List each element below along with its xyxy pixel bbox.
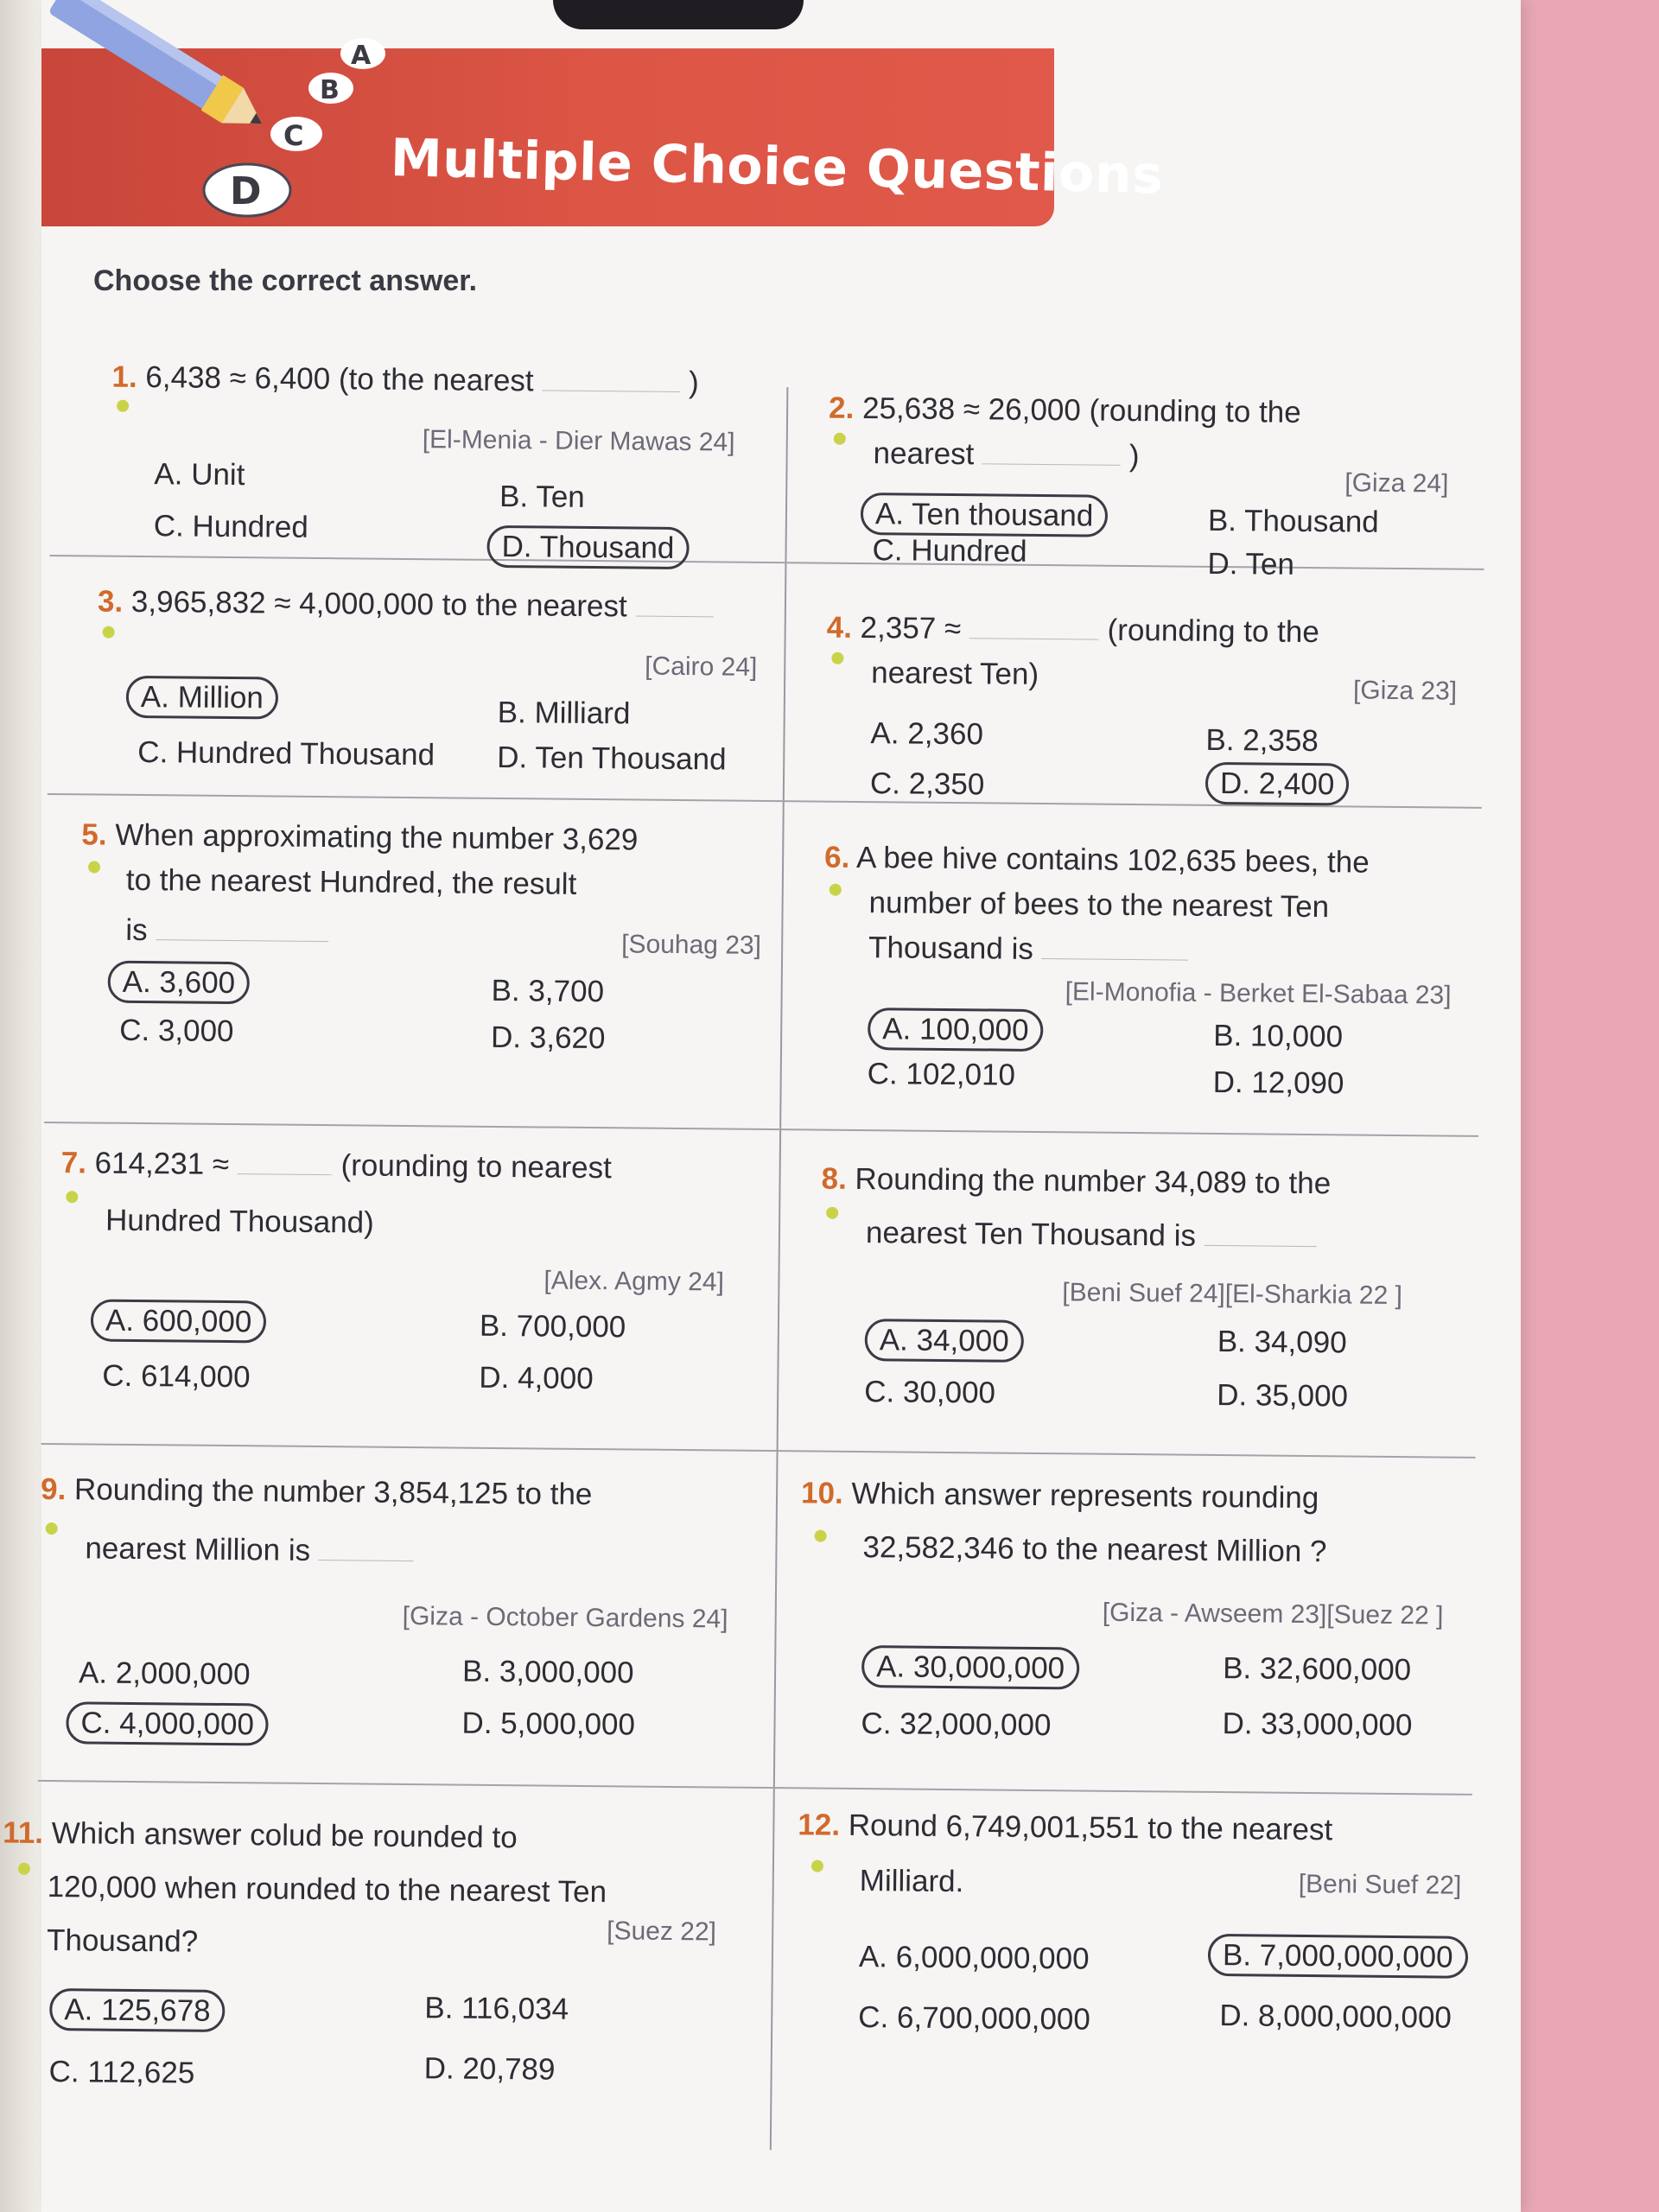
option-c[interactable]: C. Hundred: [872, 533, 1027, 569]
question-number: 4.: [826, 610, 853, 645]
question-source: [Alex. Agmy 24]: [543, 1266, 725, 1297]
option-a[interactable]: [873, 497, 1109, 534]
instruction-text: Choose the correct answer.: [93, 264, 478, 297]
circled-answer: C. 4,000,000: [66, 1701, 269, 1745]
question-text-line2: 120,000 when rounded to the nearest Ten: [47, 1870, 607, 1910]
question-6: [823, 836, 1464, 976]
question-12: [797, 1802, 1454, 1919]
bullet-icon: [834, 433, 846, 445]
question-source: [Suez 22]: [607, 1916, 717, 1947]
question-source: [Giza - October Gardens 24]: [402, 1601, 728, 1634]
bullet-icon: [826, 1207, 838, 1219]
bullet-icon: [18, 1863, 30, 1875]
question-text-line2: Hundred Thousand): [105, 1203, 374, 1240]
circled-answer: A. 600,000: [91, 1299, 267, 1343]
question-number: 6.: [823, 840, 850, 874]
question-text: 25,638 ≈ 26,000 (rounding to the: [861, 391, 1301, 429]
question-text-right: (rounding to nearest: [340, 1148, 613, 1185]
question-text-line2: nearest Ten Thousand is: [865, 1216, 1197, 1253]
question-source: [Beni Suef 24][El-Sharkia 22 ]: [1062, 1278, 1403, 1311]
option-a[interactable]: [61, 1993, 226, 2029]
question-source: [Giza 23]: [1352, 676, 1458, 706]
answer-blank: [1041, 932, 1188, 961]
circled-answer: A. 125,678: [49, 1988, 226, 2032]
circled-answer: A. 3,600: [108, 961, 251, 1005]
question-text: When approximating the number 3,629: [115, 817, 639, 857]
bullet-icon: [46, 1522, 58, 1535]
question-source: [El-Monofia - Berket El-Sabaa 23]: [1065, 977, 1452, 1010]
circled-answer: A. 30,000,000: [861, 1645, 1079, 1689]
answer-blank: [156, 913, 328, 942]
option-c[interactable]: C. 614,000: [102, 1358, 251, 1395]
question-number: 9.: [40, 1471, 67, 1507]
option-d[interactable]: D. Ten: [1207, 546, 1295, 582]
option-b[interactable]: B. 3,000,000: [461, 1654, 634, 1690]
question-text: 6,438 ≈ 6,400 (to the nearest: [145, 360, 534, 398]
question-number: 1.: [111, 359, 137, 394]
question-text-line2: nearest: [873, 436, 975, 472]
option-b[interactable]: B. 116,034: [424, 1991, 569, 2026]
circled-answer: A. Million: [126, 676, 278, 720]
question-source: [Souhag 23]: [621, 930, 762, 960]
bullet-icon: [103, 626, 115, 639]
phone-edge: [553, 0, 804, 29]
option-b[interactable]: B. 700,000: [479, 1308, 626, 1344]
option-a[interactable]: [103, 1304, 267, 1340]
answer-blank: [982, 437, 1121, 466]
row-divider: [44, 1122, 1478, 1137]
question-text: Rounding the number 34,089 to the: [855, 1161, 1332, 1201]
option-a[interactable]: A. 2,360: [870, 716, 984, 752]
letter-d: D: [230, 169, 262, 213]
question-text: Rounding the number 3,854,125 to the: [73, 1472, 593, 1512]
option-b[interactable]: B. 34,090: [1217, 1325, 1347, 1360]
question-text-end: ): [688, 365, 699, 400]
row-divider: [41, 1443, 1476, 1459]
option-c[interactable]: C. Hundred: [153, 509, 308, 544]
question-text-line2: number of bees to the nearest Ten: [868, 886, 1330, 925]
row-divider: [38, 1780, 1472, 1796]
question-text-line3: is: [125, 912, 148, 948]
question-text: Round 6,749,001,551 to the nearest: [848, 1808, 1333, 1847]
option-a[interactable]: [874, 1649, 1079, 1686]
answer-blank: [635, 589, 713, 617]
question-text: 614,231 ≈: [94, 1146, 230, 1182]
option-b[interactable]: B. Milliard: [497, 695, 631, 731]
option-b[interactable]: B. Thousand: [1207, 503, 1379, 539]
question-number: 8.: [821, 1161, 847, 1196]
option-d[interactable]: D. 20,789: [423, 2051, 556, 2087]
circled-answer: A. 34,000: [865, 1319, 1024, 1363]
bullet-icon: [811, 1860, 823, 1872]
question-text: 2,357 ≈: [860, 610, 962, 646]
question-number: 5.: [81, 817, 107, 852]
pencil-abcd-icon: [41, 0, 404, 233]
question-text: 3,965,832 ≈ 4,000,000 to the nearest: [130, 584, 627, 624]
question-3: [98, 580, 772, 631]
question-10: [800, 1471, 1458, 1584]
option-d[interactable]: D. 8,000,000,000: [1219, 1999, 1452, 2035]
option-b[interactable]: [1220, 1938, 1468, 1975]
option-c[interactable]: [78, 1706, 269, 1742]
question-text-line2: nearest Ten): [871, 656, 1039, 691]
option-c[interactable]: C. 30,000: [864, 1375, 996, 1410]
circled-answer: A. 100,000: [868, 1007, 1044, 1052]
option-c[interactable]: C. 32,000,000: [861, 1707, 1052, 1743]
question-9: [40, 1467, 766, 1592]
answer-blank: [969, 612, 1099, 639]
option-a[interactable]: [120, 965, 251, 1001]
letter-a: A: [351, 41, 372, 71]
answer-blank: [319, 1534, 414, 1561]
circled-answer: D. Thousand: [486, 525, 689, 569]
option-d[interactable]: D. 3,620: [490, 1020, 606, 1056]
option-d[interactable]: D. 5,000,000: [461, 1706, 636, 1742]
answer-blank: [542, 364, 680, 392]
question-text-end: ): [1128, 438, 1140, 474]
option-b[interactable]: B. 3,700: [491, 973, 605, 1009]
question-number: 11.: [3, 1815, 44, 1850]
option-d[interactable]: D. Ten Thousand: [497, 740, 727, 777]
question-number: 10.: [800, 1476, 843, 1510]
question-text-line3: Thousand?: [46, 1923, 199, 1959]
question-text-line2: to the nearest Hundred, the result: [125, 862, 577, 901]
question-text: Which answer represents rounding: [851, 1476, 1319, 1516]
question-number: 12.: [798, 1808, 841, 1842]
question-text: Which answer colud be rounded to: [51, 1816, 518, 1855]
option-a[interactable]: A. 2,000,000: [78, 1656, 251, 1692]
option-b[interactable]: B. 32,600,000: [1222, 1651, 1412, 1688]
option-c[interactable]: C. 112,625: [48, 2055, 195, 2090]
question-text-line2: 32,582,346 to the nearest Million ?: [862, 1530, 1327, 1569]
question-1: [111, 355, 768, 406]
option-d[interactable]: [499, 530, 689, 566]
question-source: [Giza - Awseem 23][Suez 22 ]: [1102, 1598, 1444, 1630]
option-a[interactable]: [877, 1323, 1024, 1359]
option-a[interactable]: [880, 1012, 1044, 1048]
bullet-icon: [88, 861, 100, 873]
question-number: 7.: [60, 1146, 87, 1180]
option-d[interactable]: [1217, 766, 1350, 802]
circled-answer: B. 7,000,000,000: [1208, 1934, 1468, 1979]
bullet-icon: [117, 400, 129, 412]
question-source: [Cairo 24]: [645, 652, 758, 682]
question-text: A bee hive contains 102,635 bees, the: [855, 840, 1370, 880]
letter-b: B: [320, 75, 340, 105]
bullet-icon: [830, 884, 842, 896]
question-source: [El-Menia - Dier Mawas 24]: [422, 425, 735, 457]
option-d[interactable]: D. 12,090: [1212, 1065, 1344, 1101]
question-text-line2: Milliard.: [859, 1864, 964, 1899]
circled-answer: D. 2,400: [1205, 762, 1350, 806]
question-text-line3: Thousand is: [868, 931, 1034, 966]
question-2: [828, 386, 1468, 482]
option-c[interactable]: C. 2,350: [869, 766, 985, 802]
option-d[interactable]: D. 4,000: [479, 1360, 594, 1396]
bullet-icon: [66, 1191, 78, 1203]
option-c[interactable]: C. Hundred Thousand: [137, 734, 435, 772]
question-source: [Beni Suef 22]: [1298, 1869, 1462, 1900]
option-c[interactable]: C. 3,000: [119, 1013, 234, 1049]
option-a[interactable]: A. Unit: [154, 457, 245, 493]
bullet-icon: [815, 1530, 827, 1542]
option-b[interactable]: B. 2,358: [1205, 722, 1319, 759]
question-source: [Giza 24]: [1344, 468, 1449, 499]
question-text-line2: nearest Million is: [85, 1531, 311, 1567]
option-c[interactable]: C. 102,010: [867, 1057, 1016, 1092]
circled-answer: A. Ten thousand: [861, 493, 1109, 537]
bullet-icon: [831, 652, 843, 664]
question-number: 3.: [97, 584, 124, 619]
questions-grid: [3, 328, 1486, 2200]
question-text-right: (rounding to the: [1107, 613, 1319, 650]
column-divider: [770, 387, 789, 2150]
option-d[interactable]: D. 35,000: [1217, 1377, 1349, 1414]
question-7: [60, 1141, 770, 1262]
question-8: [821, 1157, 1461, 1270]
page-title: Multiple Choice Questions: [390, 128, 1165, 207]
option-b[interactable]: B. 10,000: [1213, 1018, 1344, 1054]
option-b[interactable]: B. Ten: [499, 479, 585, 514]
answer-blank: [238, 1147, 333, 1175]
option-d[interactable]: D. 33,000,000: [1222, 1707, 1413, 1743]
option-a[interactable]: A. 6,000,000,000: [858, 1940, 1090, 1976]
option-c[interactable]: C. 6,700,000,000: [858, 2000, 1091, 2037]
question-number: 2.: [828, 391, 855, 425]
answer-blank: [1205, 1219, 1317, 1247]
option-a[interactable]: [138, 680, 278, 716]
letter-c: C: [283, 119, 304, 152]
